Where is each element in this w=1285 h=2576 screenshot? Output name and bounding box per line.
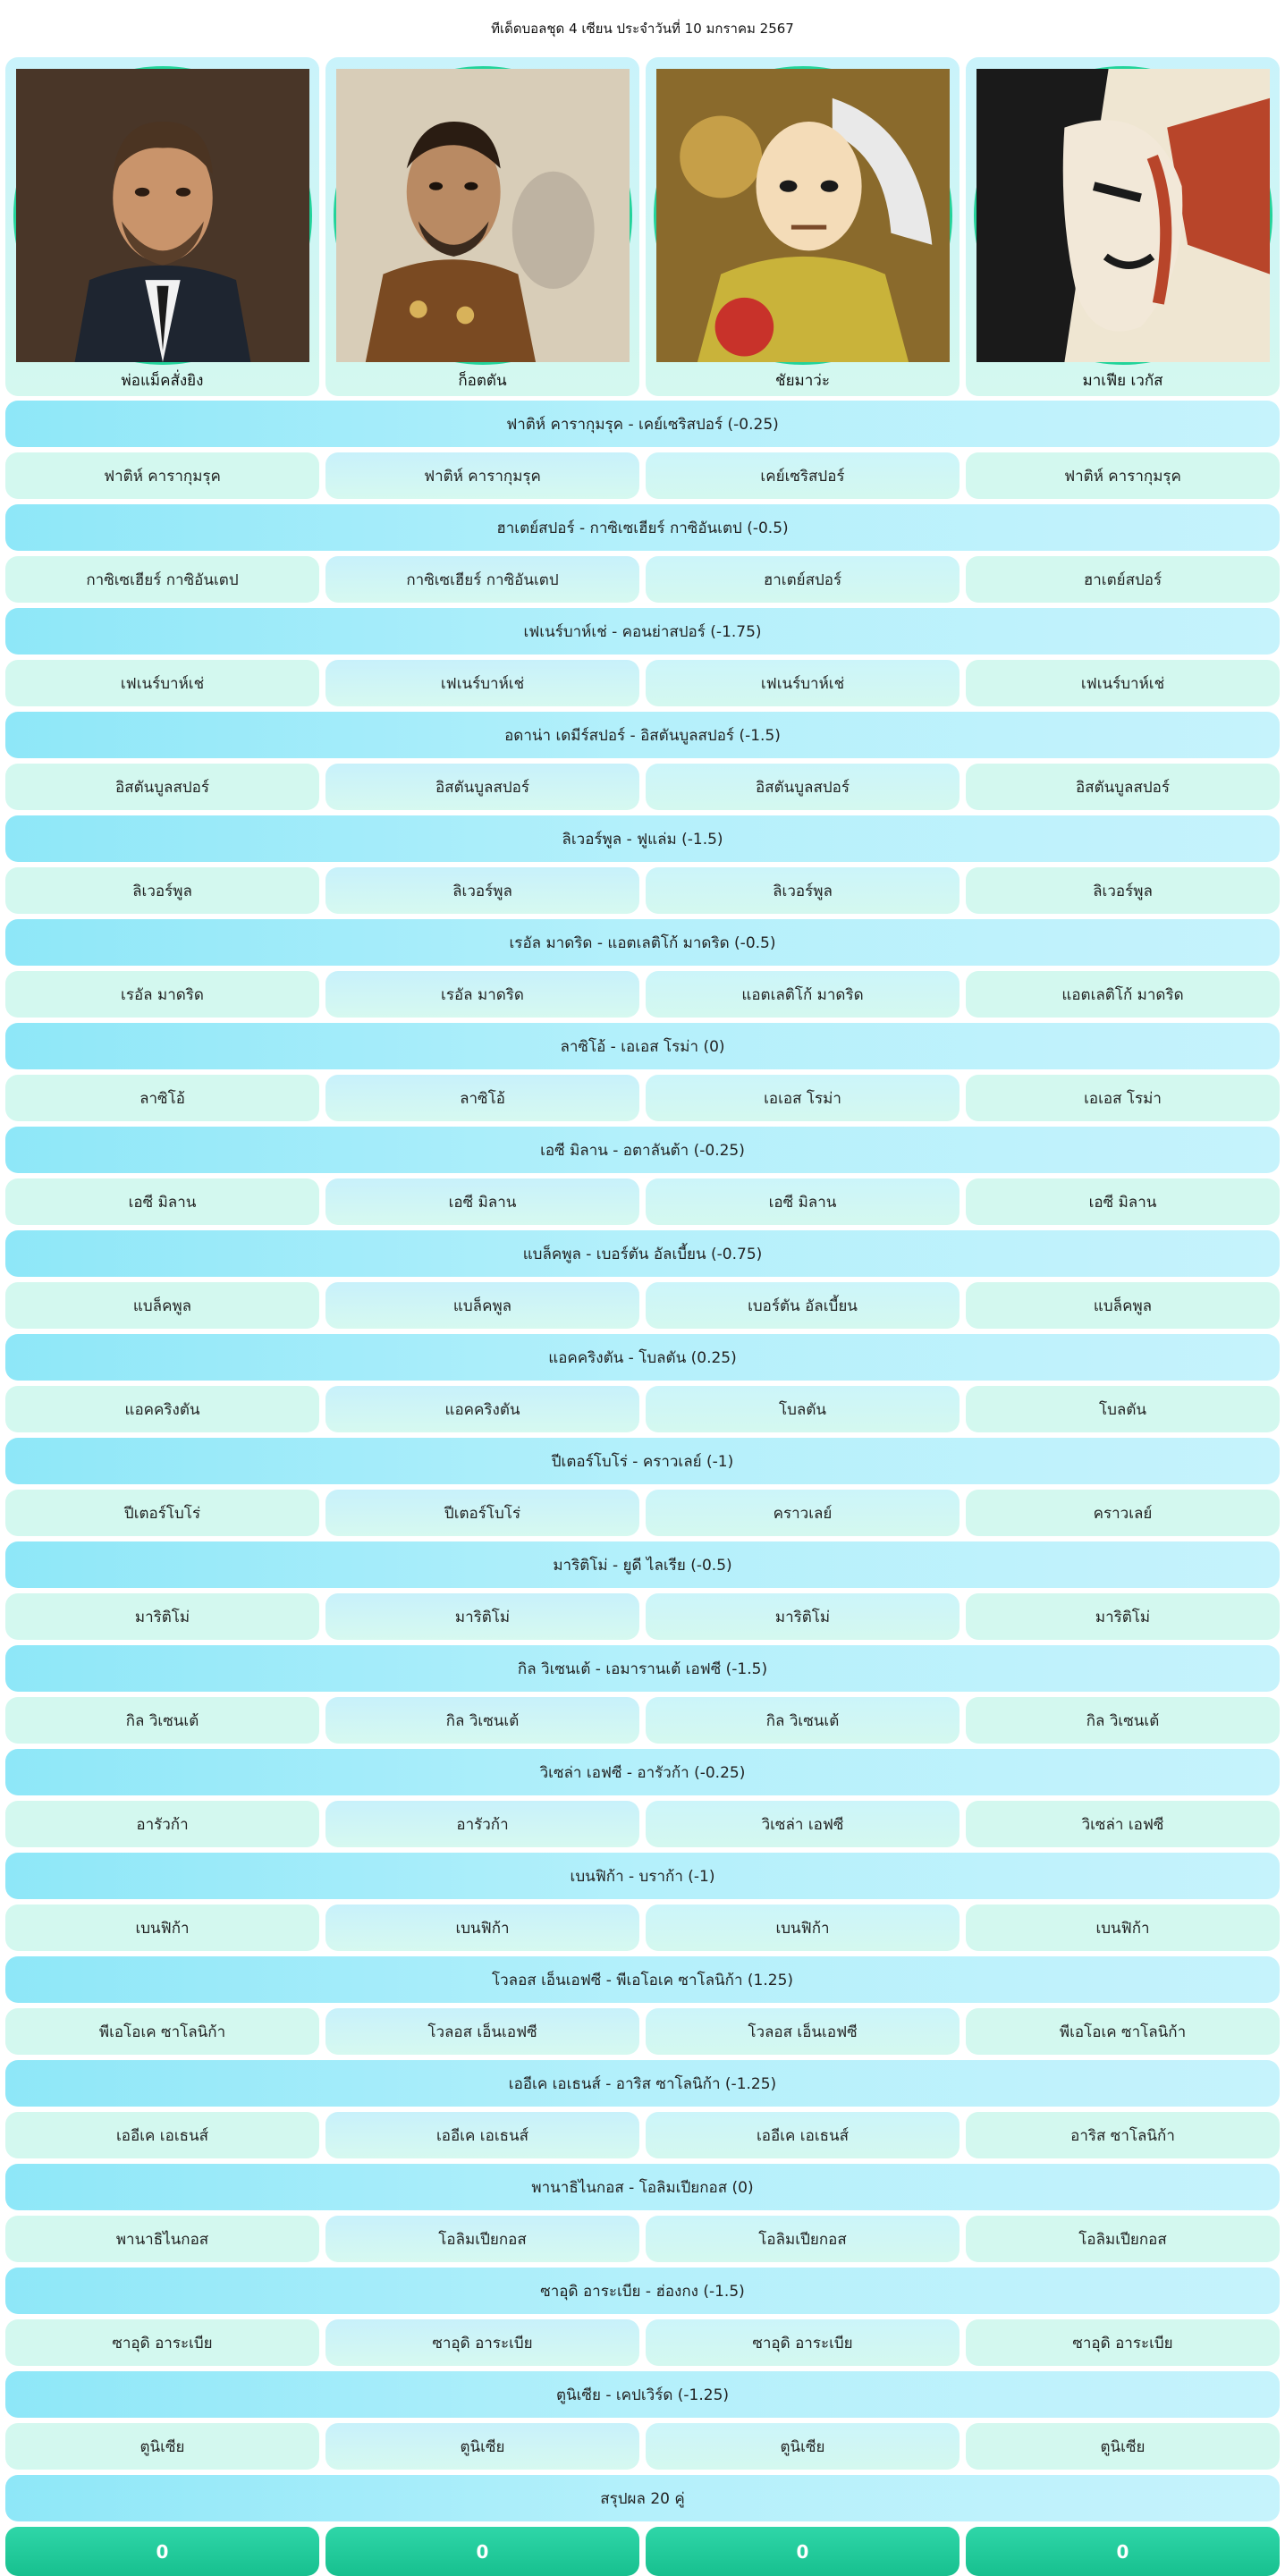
match-header: ซาอุดิ อาระเบีย - ฮ่องกง (-1.5) [5, 2268, 1280, 2314]
score-badge: 0 [5, 2527, 319, 2576]
pick-cell: กาซิเซเฮียร์ กาซิอันเตป [325, 556, 639, 603]
match-header: วิเซล่า เอฟซี - อารัวก้า (-0.25) [5, 1749, 1280, 1795]
pick-cell: โบลตัน [966, 1386, 1280, 1432]
pick-cell: แอคคริงตัน [5, 1386, 319, 1432]
pick-cell: กิล วิเซนเต้ [5, 1697, 319, 1744]
pick-cell: พานาธิไนกอส [5, 2216, 319, 2262]
pick-cell: เออีเค เอเธนส์ [5, 2112, 319, 2158]
picks-row [5, 1282, 1280, 1329]
match-header: โวลอส เอ็นเอฟซี - พีเอโอเค ซาโลนิก้า (1.25) [5, 1956, 1280, 2003]
match-header: ฟาติห์ คารากุมรุค - เคย์เซริสปอร์ (-0.25) [5, 401, 1280, 447]
picks-row [5, 1075, 1280, 1121]
pick-cell: แบล็คพูล [966, 1282, 1280, 1329]
picks-row [5, 1490, 1280, 1536]
pick-cell: เบนฟิก้า [325, 1905, 639, 1951]
picks-row [5, 1386, 1280, 1432]
pick-cell: ฟาติห์ คารากุมรุค [325, 452, 639, 499]
pick-cell: เอซี มิลาน [966, 1178, 1280, 1225]
expert-card [646, 57, 960, 396]
pick-cell: ซาอุดิ อาระเบีย [966, 2319, 1280, 2366]
picks-row [5, 1593, 1280, 1640]
pick-cell: ลาซิโอ้ [325, 1075, 639, 1121]
pick-cell: ฟาติห์ คารากุมรุค [966, 452, 1280, 499]
match-header: กิล วิเซนเต้ - เอมารานเต้ เอฟซี (-1.5) [5, 1645, 1280, 1692]
pick-cell: ซาอุดิ อาระเบีย [325, 2319, 639, 2366]
pick-cell: วิเซล่า เอฟซี [966, 1801, 1280, 1847]
match-header: มาริติโม่ - ยูดี ไลเรีย (-0.5) [5, 1541, 1280, 1588]
pick-cell: ตูนิเซีย [646, 2423, 960, 2470]
pick-cell: โวลอส เอ็นเอฟซี [646, 2008, 960, 2055]
match-header: อดาน่า เดมีร์สปอร์ - อิสตันบูลสปอร์ (-1.5) [5, 712, 1280, 758]
pick-cell: เฟเนร์บาห์เช่ [966, 660, 1280, 706]
pick-cell: ฮาเตย์สปอร์ [646, 556, 960, 603]
pick-cell: โอลิมเปียกอส [325, 2216, 639, 2262]
portrait-bald-hero-icon [654, 66, 952, 365]
picks-row [5, 2112, 1280, 2158]
picks-row [5, 1178, 1280, 1225]
pick-cell: อาริส ซาโลนิก้า [966, 2112, 1280, 2158]
picks-row [5, 2319, 1280, 2366]
pick-cell: โอลิมเปียกอส [646, 2216, 960, 2262]
pick-cell: ลิเวอร์พูล [5, 867, 319, 914]
pick-cell: อิสตันบูลสปอร์ [325, 764, 639, 810]
picks-row [5, 2216, 1280, 2262]
pick-cell: มาริติโม่ [646, 1593, 960, 1640]
pick-cell: โวลอส เอ็นเอฟซี [325, 2008, 639, 2055]
match-header: ลาซิโอ้ - เอเอส โรม่า (0) [5, 1023, 1280, 1069]
match-header: ตูนิเซีย - เคปเวิร์ด (-1.25) [5, 2371, 1280, 2418]
pick-cell: พีเอโอเค ซาโลนิก้า [966, 2008, 1280, 2055]
expert-card [325, 57, 639, 396]
pick-cell: อิสตันบูลสปอร์ [966, 764, 1280, 810]
pick-cell: เฟเนร์บาห์เช่ [646, 660, 960, 706]
picks-row [5, 1801, 1280, 1847]
page-title: ทีเด็ดบอลชุด 4 เซียน ประจำวันที่ 10 มกราคม 2567 [491, 21, 794, 37]
pick-cell: เบนฟิก้า [646, 1905, 960, 1951]
pick-cell: เรอัล มาดริด [325, 971, 639, 1018]
pick-cell: ลาซิโอ้ [5, 1075, 319, 1121]
pick-cell: มาริติโม่ [966, 1593, 1280, 1640]
picks-row [5, 971, 1280, 1018]
expert-card [966, 57, 1280, 396]
predictions-board [5, 401, 1280, 2576]
match-header: เบนฟิก้า - บราก้า (-1) [5, 1853, 1280, 1899]
pick-cell: เออีเค เอเธนส์ [646, 2112, 960, 2158]
portrait-bearded-man-icon [13, 66, 312, 365]
match-header: เออีเค เอเธนส์ - อาริส ซาโลนิก้า (-1.25) [5, 2060, 1280, 2107]
match-header: แบล็คพูล - เบอร์ตัน อัลเบี้ยน (-0.75) [5, 1230, 1280, 1277]
pick-cell: เอเอส โรม่า [966, 1075, 1280, 1121]
pick-cell: ปีเตอร์โบโร่ [325, 1490, 639, 1536]
pick-cell: ปีเตอร์โบโร่ [5, 1490, 319, 1536]
pick-cell: เอซี มิลาน [646, 1178, 960, 1225]
pick-cell: คราวเลย์ [966, 1490, 1280, 1536]
pick-cell: ลิเวอร์พูล [325, 867, 639, 914]
picks-row [5, 660, 1280, 706]
pick-cell: อิสตันบูลสปอร์ [5, 764, 319, 810]
pick-cell: อิสตันบูลสปอร์ [646, 764, 960, 810]
score-badge: 0 [325, 2527, 639, 2576]
match-header: ปีเตอร์โบโร่ - คราวเลย์ (-1) [5, 1438, 1280, 1484]
pick-cell: พีเอโอเค ซาโลนิก้า [5, 2008, 319, 2055]
pick-cell: แอตเลติโก้ มาดริด [966, 971, 1280, 1018]
picks-row [5, 764, 1280, 810]
pick-cell: กิล วิเซนเต้ [966, 1697, 1280, 1744]
match-header: เอซี มิลาน - อตาลันต้า (-0.25) [5, 1127, 1280, 1173]
score-badge: 0 [646, 2527, 960, 2576]
match-header: เรอัล มาดริด - แอตเลติโก้ มาดริด (-0.5) [5, 919, 1280, 966]
pick-cell: กิล วิเซนเต้ [646, 1697, 960, 1744]
pick-cell: โอลิมเปียกอส [966, 2216, 1280, 2262]
pick-cell: เบอร์ตัน อัลเบี้ยน [646, 1282, 960, 1329]
match-header: แอคคริงตัน - โบลตัน (0.25) [5, 1334, 1280, 1381]
pick-cell: เอซี มิลาน [325, 1178, 639, 1225]
pick-cell: ตูนิเซีย [966, 2423, 1280, 2470]
pick-cell: เฟเนร์บาห์เช่ [325, 660, 639, 706]
pick-cell: แบล็คพูล [325, 1282, 639, 1329]
pick-cell: เบนฟิก้า [5, 1905, 319, 1951]
match-header: ฮาเตย์สปอร์ - กาซิเซเฮียร์ กาซิอันเตป (-0.5) [5, 504, 1280, 551]
picks-row [5, 2008, 1280, 2055]
pick-cell: อารัวก้า [5, 1801, 319, 1847]
pick-cell: วิเซล่า เอฟซี [646, 1801, 960, 1847]
portrait-mafia-icon [974, 66, 1272, 365]
expert-name: พ่อแม็คสั่งยิง [121, 372, 204, 390]
pick-cell: กาซิเซเฮียร์ กาซิอันเตป [5, 556, 319, 603]
picks-row [5, 1905, 1280, 1951]
pick-cell: เบนฟิก้า [966, 1905, 1280, 1951]
pick-cell: ตูนิเซีย [5, 2423, 319, 2470]
pick-cell: เอซี มิลาน [5, 1178, 319, 1225]
picks-row [5, 556, 1280, 603]
pick-cell: คราวเลย์ [646, 1490, 960, 1536]
pick-cell: ลิเวอร์พูล [966, 867, 1280, 914]
experts-row [5, 57, 1280, 396]
expert-card [5, 57, 319, 396]
pick-cell: เคย์เซริสปอร์ [646, 452, 960, 499]
pick-cell: มาริติโม่ [325, 1593, 639, 1640]
expert-name: มาเฟีย เวกัส [1082, 372, 1163, 390]
score-badge: 0 [966, 2527, 1280, 2576]
pick-cell: มาริติโม่ [5, 1593, 319, 1640]
portrait-soldier-icon [334, 66, 632, 365]
match-header: ลิเวอร์พูล - ฟูแล่ม (-1.5) [5, 815, 1280, 862]
pick-cell: อารัวก้า [325, 1801, 639, 1847]
pick-cell: ตูนิเซีย [325, 2423, 639, 2470]
pick-cell: ซาอุดิ อาระเบีย [5, 2319, 319, 2366]
pick-cell: เรอัล มาดริด [5, 971, 319, 1018]
pick-cell: กิล วิเซนเต้ [325, 1697, 639, 1744]
expert-name: ก็อตตัน [458, 372, 507, 390]
pick-cell: แบล็คพูล [5, 1282, 319, 1329]
pick-cell: แอตเลติโก้ มาดริด [646, 971, 960, 1018]
pick-cell: โบลตัน [646, 1386, 960, 1432]
expert-name: ชัยมาว่ะ [775, 372, 830, 390]
picks-row [5, 867, 1280, 914]
summary-scores [5, 2527, 1280, 2576]
match-header: พานาธิไนกอส - โอลิมเปียกอส (0) [5, 2164, 1280, 2210]
picks-row [5, 1697, 1280, 1744]
picks-row [5, 452, 1280, 499]
summary-header: สรุปผล 20 คู่ [5, 2475, 1280, 2521]
pick-cell: เออีเค เอเธนส์ [325, 2112, 639, 2158]
match-header: เฟเนร์บาห์เช่ - คอนย่าสปอร์ (-1.75) [5, 608, 1280, 655]
pick-cell: ฟาติห์ คารากุมรุค [5, 452, 319, 499]
pick-cell: แอคคริงตัน [325, 1386, 639, 1432]
pick-cell: ซาอุดิ อาระเบีย [646, 2319, 960, 2366]
picks-row [5, 2423, 1280, 2470]
pick-cell: เอเอส โรม่า [646, 1075, 960, 1121]
pick-cell: ฮาเตย์สปอร์ [966, 556, 1280, 603]
pick-cell: เฟเนร์บาห์เช่ [5, 660, 319, 706]
pick-cell: ลิเวอร์พูล [646, 867, 960, 914]
